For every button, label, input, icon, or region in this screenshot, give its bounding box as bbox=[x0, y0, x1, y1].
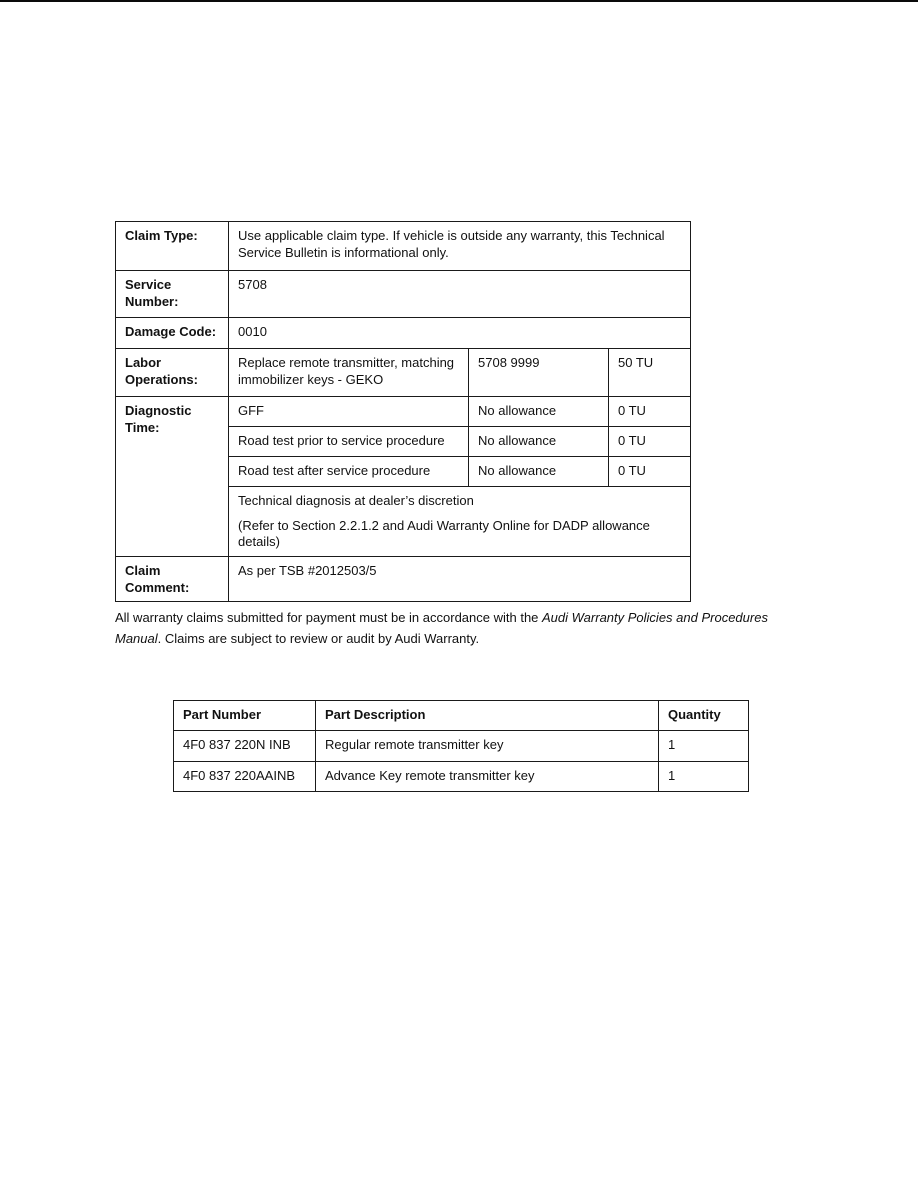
labor-operations-row bbox=[116, 349, 691, 397]
disclaimer-text-before: All warranty claims submitted for payment must be in accordance with the bbox=[115, 610, 543, 625]
diagnostic-note-cell bbox=[229, 487, 691, 557]
labor-operations-description: Replace remote transmitter, matching immobilizer keys - GEKO bbox=[229, 349, 469, 397]
diagnostic-row-gff bbox=[116, 397, 691, 427]
diagnostic-allowance: No allowance bbox=[469, 397, 609, 427]
part-quantity: 1 bbox=[659, 762, 749, 792]
warranty-disclaimer bbox=[115, 607, 812, 649]
part-description: Advance Key remote transmitter key bbox=[316, 762, 659, 792]
damage-code-label: Damage Code: bbox=[116, 318, 229, 349]
diagnostic-note-line2: (Refer to Section 2.2.1.2 and Audi Warranty Online for DADP allowance details) bbox=[238, 517, 650, 549]
diagnostic-time-value: 0 TU bbox=[609, 397, 691, 427]
diagnostic-allowance: No allowance bbox=[469, 457, 609, 487]
labor-operations-code: 5708 9999 bbox=[469, 349, 609, 397]
warranty-claim-table bbox=[115, 221, 691, 602]
diagnostic-description: GFF bbox=[229, 397, 469, 427]
part-quantity: 1 bbox=[659, 731, 749, 762]
labor-operations-time: 50 TU bbox=[609, 349, 691, 397]
damage-code-row bbox=[116, 318, 691, 349]
service-number-value: 5708 bbox=[229, 271, 691, 318]
part-number: 4F0 837 220AAINB bbox=[174, 762, 316, 792]
parts-row bbox=[174, 762, 749, 792]
parts-header-row bbox=[174, 701, 749, 731]
disclaimer-manual-title: Audi Warranty Policies and Procedures Manual bbox=[115, 610, 768, 646]
page-top-edge bbox=[0, 0, 918, 2]
damage-code-value: 0010 bbox=[229, 318, 691, 349]
part-description: Regular remote transmitter key bbox=[316, 731, 659, 762]
parts-header-part-description: Part Description bbox=[316, 701, 659, 731]
claim-type-row bbox=[116, 222, 691, 271]
diagnostic-time-value: 0 TU bbox=[609, 457, 691, 487]
disclaimer-text-after: . Claims are subject to review or audit by Audi Warranty. bbox=[157, 631, 480, 646]
diagnostic-description: Road test after service procedure bbox=[229, 457, 469, 487]
parts-table bbox=[173, 700, 749, 792]
diagnostic-time-label: Diagnostic Time: bbox=[116, 397, 229, 557]
claim-comment-row bbox=[116, 557, 691, 602]
service-number-label: Service Number: bbox=[116, 271, 229, 318]
diagnostic-time-value: 0 TU bbox=[609, 427, 691, 457]
diagnostic-allowance: No allowance bbox=[469, 427, 609, 457]
diagnostic-description: Road test prior to service procedure bbox=[229, 427, 469, 457]
claim-comment-value: As per TSB #2012503/5 bbox=[229, 557, 691, 602]
parts-header-quantity: Quantity bbox=[659, 701, 749, 731]
parts-row bbox=[174, 731, 749, 762]
labor-operations-label: Labor Operations: bbox=[116, 349, 229, 397]
parts-header-part-number: Part Number bbox=[174, 701, 316, 731]
part-number: 4F0 837 220N INB bbox=[174, 731, 316, 762]
claim-comment-label: Claim Comment: bbox=[116, 557, 229, 602]
claim-type-value: Use applicable claim type. If vehicle is outside any warranty, this Technical Service Bulletin is informational only. bbox=[229, 222, 691, 271]
claim-type-label: Claim Type: bbox=[116, 222, 229, 271]
service-number-row bbox=[116, 271, 691, 318]
diagnostic-note-line1: Technical diagnosis at dealer’s discretion bbox=[238, 493, 474, 508]
